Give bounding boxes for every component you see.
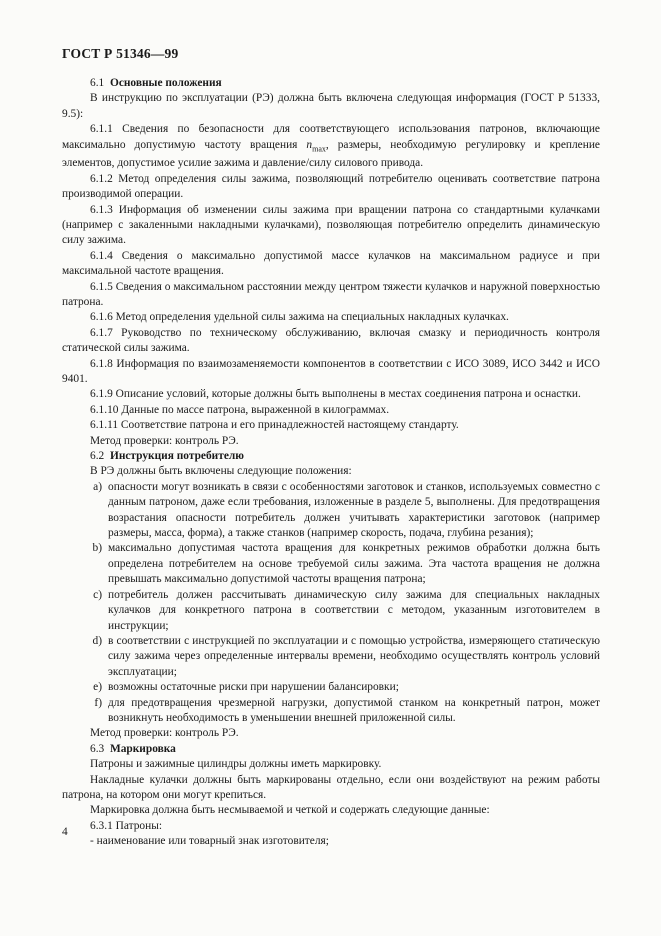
section-number: 6.1 bbox=[90, 77, 105, 89]
list-item bbox=[62, 541, 600, 587]
list-marker: f) bbox=[94, 696, 102, 709]
paragraph-6-1-4: 6.1.4 Сведения о максимально допустимой массе кулачков на максимальном радиусе и при максимальной частоте вращения. bbox=[62, 249, 600, 278]
list-item bbox=[62, 480, 600, 542]
list-marker: a) bbox=[93, 480, 102, 493]
paragraph-6-3-1: 6.3.1 Патроны: bbox=[90, 819, 163, 832]
paragraph-6-1-11: 6.1.11 Соответствие патрона и его принадлежностей настоящему стандарту. bbox=[90, 419, 459, 432]
section-number: 6.3 bbox=[90, 742, 105, 755]
subscript-max: max bbox=[312, 143, 326, 153]
section-6-2-heading bbox=[62, 449, 600, 464]
list-marker: c) bbox=[93, 588, 102, 601]
list-item-text: возможны остаточные риски при нарушении балансировки; bbox=[108, 681, 399, 694]
section-title: Инструкция потребителю bbox=[109, 450, 244, 463]
list-item-text: для предотвращения чрезмерной нагрузки, допустимой станком на конкретный патрон, может возникнуть необходимость в уменьшении внешней приложенной силы. bbox=[108, 696, 600, 724]
list-marker: b) bbox=[92, 542, 102, 555]
text-run: , размеры, необходимую регулировку и крепление элементов, допустимое усилие зажима и давление/силу силового привода. bbox=[62, 138, 600, 170]
document-body bbox=[62, 76, 600, 850]
requirements-list bbox=[62, 480, 600, 727]
section-title: Маркировка bbox=[109, 742, 176, 755]
paragraph: Маркировка должна быть несмываемой и четкой и содержать следующие данные: bbox=[90, 804, 490, 817]
paragraph-6-1-3: 6.1.3 Информация об изменении силы зажима при вращении патрона со стандартными кулачками (например с закаленными накладными кулачками), позволяющая потребителю определить динамическую силу зажима. bbox=[62, 203, 600, 247]
list-item bbox=[62, 696, 600, 727]
page-number: 4 bbox=[62, 826, 68, 838]
paragraph-6-1-5: 6.1.5 Сведения о максимальном расстоянии между центром тяжести кулачков и наружной поверхностью патрона. bbox=[62, 280, 600, 308]
paragraph-6-1-1 bbox=[62, 122, 600, 172]
paragraph: В РЭ должны быть включены следующие положения: bbox=[90, 465, 352, 478]
list-item-text: потребитель должен рассчитывать динамическую силу зажима для специальных накладных кулачков для конкретного патрона в соответствии с методом, указанным изготовителем в инструкции; bbox=[108, 588, 600, 632]
list-item bbox=[62, 680, 600, 695]
list-item bbox=[62, 588, 600, 634]
section-number: 6.2 bbox=[90, 450, 105, 463]
paragraph: В инструкцию по эксплуатации (РЭ) должна быть включена следующая информация (ГОСТ Р 51333, 9.5): bbox=[62, 92, 600, 120]
list-item-text: опасности могут возникать в связи с особенностями заготовок и станков, используемых совместно с данным патроном, даже если требования, изложенные в разделе 5, выполнены. Для предотвращения возрастания опасности потребитель должен учитывать характеристики заготовок (например размеры, масса, форма), а также станков (например скорость, подача, глубина резания); bbox=[108, 480, 600, 540]
list-item-text: максимально допустимая частота вращения для конкретных режимов обработки должна быть определена потребителем на основе требуемой силы зажима. Эта частота вращения не должна превышать максимально допустимой частоты вращения патрона; bbox=[108, 542, 600, 586]
list-marker: e) bbox=[93, 681, 102, 694]
paragraph-6-1-10: 6.1.10 Данные по массе патрона, выраженной в килограммах. bbox=[90, 403, 390, 416]
check-method: Метод проверки: контроль РЭ. bbox=[90, 434, 239, 447]
list-item-text: в соответствии с инструкцией по эксплуатации и с помощью устройства, измеряющего статическую силу зажима через определенные интервалы времени, необходимо осуществлять контроль условий эксплуатации; bbox=[108, 634, 600, 678]
paragraph-6-1-9: 6.1.9 Описание условий, которые должны быть выполнены в местах соединения патрона и оснастки. bbox=[90, 388, 581, 401]
section-6-3-heading bbox=[62, 742, 600, 757]
text-run: 6.1.1 Сведения по безопасности для соответствующего использования патронов, включающие максимально допустимую частоту вращения bbox=[62, 123, 600, 151]
section-title: Основные положения bbox=[109, 77, 222, 89]
symbol-n: n bbox=[306, 138, 313, 151]
paragraph: - наименование или товарный знак изготовителя; bbox=[90, 835, 329, 848]
paragraph-6-1-7: 6.1.7 Руководство по техническому обслуживанию, включая смазку и периодичность контроля статической силы зажима. bbox=[62, 326, 600, 355]
list-marker: d) bbox=[92, 634, 102, 647]
paragraph-6-1-2: 6.1.2 Метод определения силы зажима, позволяющий потребителю оценивать соответствие патрона производимой операции. bbox=[62, 172, 600, 201]
list-item bbox=[62, 634, 600, 680]
paragraph-6-1-8: 6.1.8 Информация по взаимозаменяемости компонентов в соответствии с ИСО 3089, ИСО 3442 и ИСО 9401. bbox=[62, 357, 600, 385]
section-6-1-heading bbox=[62, 76, 600, 91]
check-method: Метод проверки: контроль РЭ. bbox=[90, 727, 239, 740]
paragraph: Накладные кулачки должны быть маркированы отдельно, если они воздействуют на режим работы патрона, на котором они могут крепиться. bbox=[62, 773, 600, 801]
paragraph-6-1-6: 6.1.6 Метод определения удельной силы зажима на специальных накладных кулачках. bbox=[90, 311, 509, 324]
paragraph: Патроны и зажимные цилиндры должны иметь маркировку. bbox=[90, 758, 382, 771]
page-header: ГОСТ Р 51346—99 bbox=[62, 46, 179, 61]
